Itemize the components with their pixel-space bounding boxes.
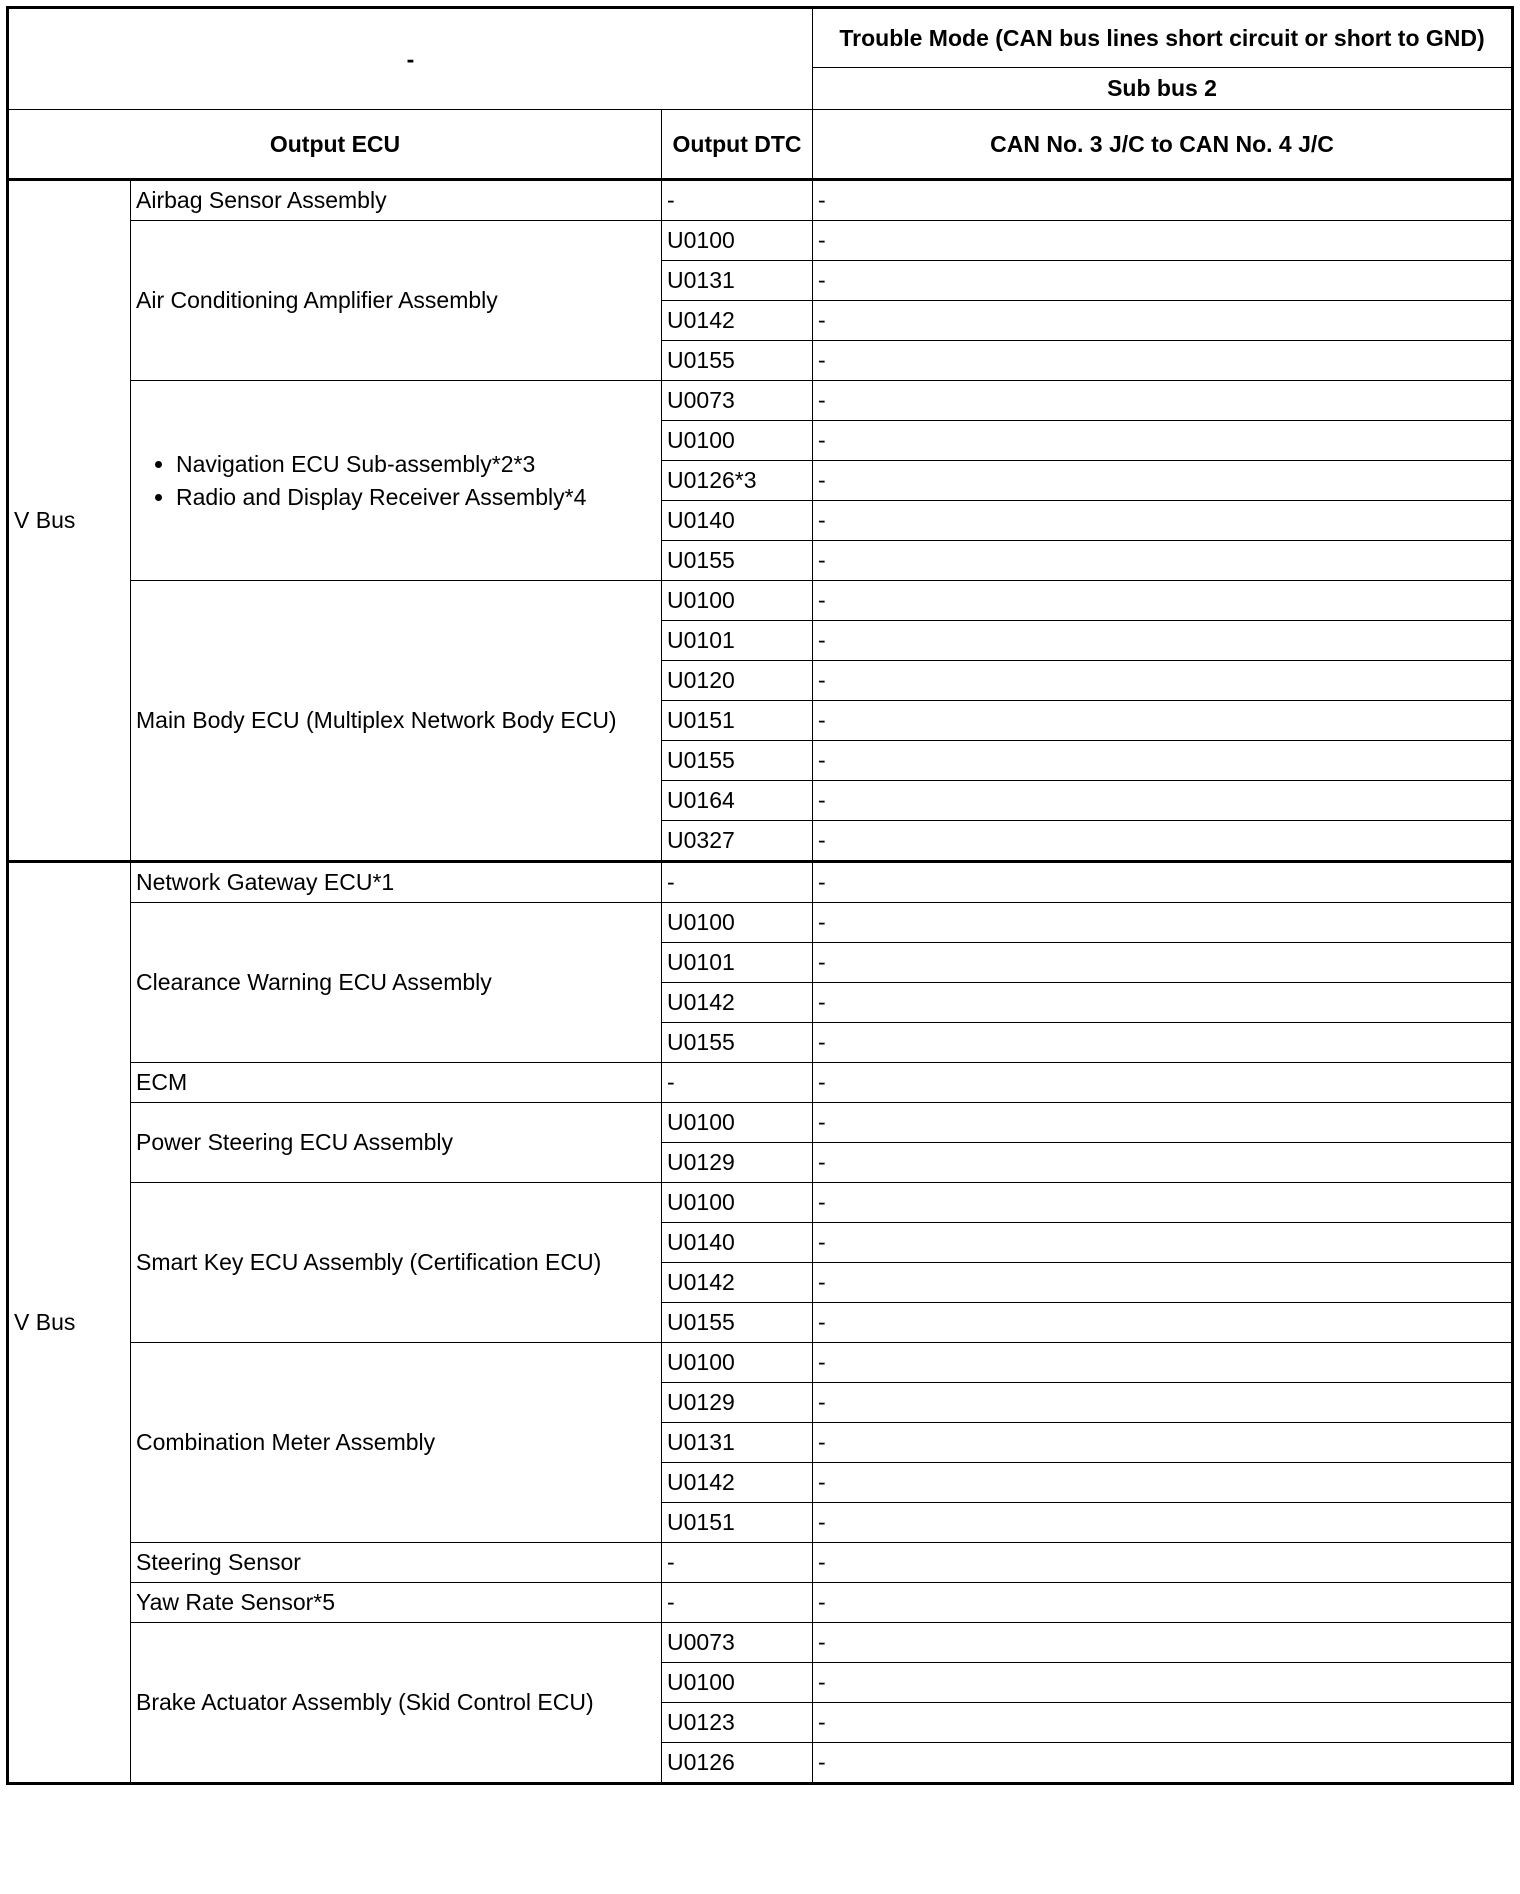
ecu-name-cell: Smart Key ECU Assembly (Certification ECU) [131,1183,662,1343]
dtc-cell: U0073 [662,1623,813,1663]
ecu-name-cell: Brake Actuator Assembly (Skid Control ECU) [131,1623,662,1784]
dtc-cell: U0100 [662,1103,813,1143]
dtc-cell: U0155 [662,341,813,381]
value-cell: - [813,1463,1513,1503]
value-cell: - [813,1423,1513,1463]
value-cell: - [813,1223,1513,1263]
value-cell: - [813,221,1513,261]
value-cell: - [813,1143,1513,1183]
value-cell: - [813,1503,1513,1543]
dtc-cell: U0123 [662,1703,813,1743]
dtc-cell: U0100 [662,903,813,943]
value-cell: - [813,903,1513,943]
value-cell: - [813,501,1513,541]
value-cell: - [813,1263,1513,1303]
dtc-cell: - [662,862,813,903]
ecu-name-cell: ECM [131,1063,662,1103]
sub-bus-header: Sub bus 2 [813,68,1513,110]
trouble-mode-header: Trouble Mode (CAN bus lines short circuit or short to GND) [813,8,1513,68]
ecu-name-cell: Power Steering ECU Assembly [131,1103,662,1183]
bus-cell: V Bus [8,862,131,1784]
section-header: CAN No. 3 J/C to CAN No. 4 J/C [813,110,1513,180]
dtc-cell: U0155 [662,1303,813,1343]
output-dtc-header: Output DTC [662,110,813,180]
value-cell: - [813,261,1513,301]
value-cell: - [813,983,1513,1023]
dtc-table [6,6,1514,1785]
ecu-name-cell: Air Conditioning Amplifier Assembly [131,221,662,381]
table-row [8,862,1513,903]
value-cell: - [813,301,1513,341]
value-cell: - [813,541,1513,581]
dtc-cell: U0129 [662,1383,813,1423]
ecu-name-cell: Clearance Warning ECU Assembly [131,903,662,1063]
dtc-cell: U0100 [662,1183,813,1223]
table-row [8,1063,1513,1103]
ecu-name-cell: Airbag Sensor Assembly [131,180,662,221]
value-cell: - [813,1623,1513,1663]
value-cell: - [813,943,1513,983]
value-cell: - [813,621,1513,661]
value-cell: - [813,1103,1513,1143]
value-cell: - [813,1063,1513,1103]
value-cell: - [813,1543,1513,1583]
ecu-name-cell: Combination Meter Assembly [131,1343,662,1543]
dtc-cell: U0164 [662,781,813,821]
value-cell: - [813,1023,1513,1063]
ecu-name-cell [131,381,662,581]
dtc-cell: U0140 [662,501,813,541]
dtc-cell: U0131 [662,1423,813,1463]
dtc-cell: U0100 [662,1663,813,1703]
dtc-cell: U0151 [662,701,813,741]
dtc-cell: U0100 [662,1343,813,1383]
value-cell: - [813,1303,1513,1343]
dtc-cell: - [662,1583,813,1623]
table-row [8,221,1513,261]
ecu-name-cell: Main Body ECU (Multiplex Network Body ECU) [131,581,662,862]
corner-cell: - [8,8,813,110]
ecu-name-cell: Network Gateway ECU*1 [131,862,662,903]
value-cell: - [813,1583,1513,1623]
value-cell: - [813,1743,1513,1784]
dtc-cell: U0100 [662,221,813,261]
value-cell: - [813,581,1513,621]
value-cell: - [813,461,1513,501]
bus-cell: V Bus [8,180,131,862]
value-cell: - [813,1183,1513,1223]
table-row [8,1543,1513,1583]
dtc-cell: U0142 [662,1463,813,1503]
dtc-cell: U0142 [662,301,813,341]
value-cell: - [813,661,1513,701]
table-row [8,903,1513,943]
dtc-cell: U0073 [662,381,813,421]
dtc-cell: U0142 [662,983,813,1023]
value-cell: - [813,1383,1513,1423]
dtc-cell: U0140 [662,1223,813,1263]
value-cell: - [813,781,1513,821]
value-cell: - [813,1703,1513,1743]
output-ecu-header: Output ECU [8,110,662,180]
value-cell: - [813,701,1513,741]
table-row [8,1623,1513,1663]
dtc-cell: U0101 [662,621,813,661]
value-cell: - [813,341,1513,381]
ecu-name-item: • Radio and Display Receiver Assembly*4 [176,481,656,514]
dtc-cell: U0327 [662,821,813,862]
dtc-cell: U0100 [662,581,813,621]
dtc-cell: U0155 [662,541,813,581]
value-cell: - [813,421,1513,461]
dtc-cell: U0126*3 [662,461,813,501]
table-row [8,381,1513,421]
dtc-cell: - [662,1063,813,1103]
value-cell: - [813,1343,1513,1383]
ecu-name-list [136,448,656,514]
table-row [8,1583,1513,1623]
value-cell: - [813,381,1513,421]
ecu-name-cell: Yaw Rate Sensor*5 [131,1583,662,1623]
dtc-cell: U0129 [662,1143,813,1183]
value-cell: - [813,180,1513,221]
dtc-cell: U0120 [662,661,813,701]
value-cell: - [813,741,1513,781]
table-row [8,180,1513,221]
dtc-cell: - [662,180,813,221]
ecu-name-cell: Steering Sensor [131,1543,662,1583]
dtc-cell: - [662,1543,813,1583]
dtc-cell: U0155 [662,741,813,781]
table-row [8,581,1513,621]
dtc-cell: U0151 [662,1503,813,1543]
dtc-cell: U0100 [662,421,813,461]
dtc-cell: U0101 [662,943,813,983]
value-cell: - [813,1663,1513,1703]
table-row [8,1343,1513,1383]
table-row [8,1103,1513,1143]
table-row [8,1183,1513,1223]
dtc-cell: U0155 [662,1023,813,1063]
dtc-cell: U0131 [662,261,813,301]
value-cell: - [813,821,1513,862]
dtc-cell: U0142 [662,1263,813,1303]
ecu-name-item: • Navigation ECU Sub-assembly*2*3 [176,448,656,481]
dtc-cell: U0126 [662,1743,813,1784]
value-cell: - [813,862,1513,903]
